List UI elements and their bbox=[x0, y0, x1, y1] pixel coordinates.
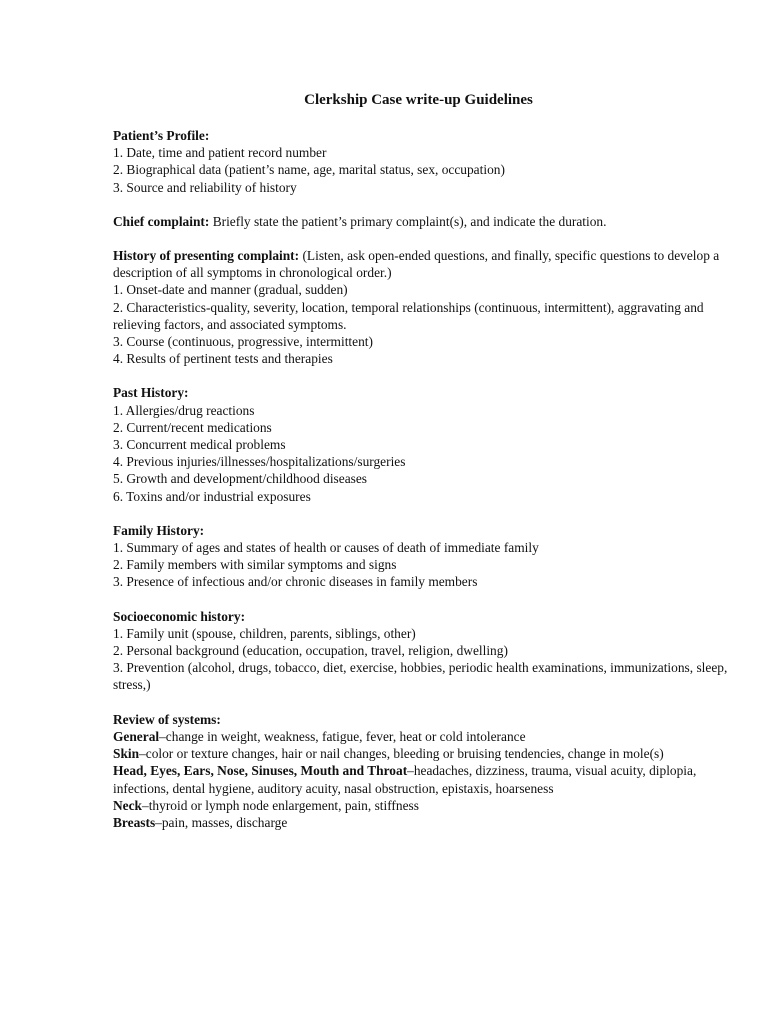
list-item: 2. Personal background (education, occupation, travel, religion, dwelling) bbox=[113, 643, 508, 659]
chief-complaint-paragraph bbox=[113, 213, 728, 230]
list-item: 4. Previous injuries/illnesses/hospitalizations/surgeries bbox=[113, 454, 406, 470]
paragraph-text: Briefly state the patient’s primary complaint(s), and indicate the duration. bbox=[209, 213, 607, 229]
list-item: 3. Presence of infectious and/or chronic diseases in family members bbox=[113, 574, 478, 590]
section-review-of-systems bbox=[113, 711, 728, 831]
ros-text: –thyroid or lymph node enlargement, pain, stiffness bbox=[142, 797, 419, 813]
list-item: 2. Biographical data (patient’s name, age, marital status, sex, occupation) bbox=[113, 162, 505, 178]
ros-term: General bbox=[113, 728, 160, 744]
list-item: 5. Growth and development/childhood diseases bbox=[113, 471, 367, 487]
ros-text: –pain, masses, discharge bbox=[155, 814, 288, 830]
list-item: 2. Family members with similar symptoms and signs bbox=[113, 557, 397, 573]
presenting-complaint-intro bbox=[113, 247, 728, 281]
list-item: 1. Date, time and patient record number bbox=[113, 145, 327, 161]
paragraph-text: (Listen, ask open-ended questions, and finally, specific questions to develop a description of all symptoms in chronological order.) bbox=[113, 248, 720, 281]
list-item: 3. Concurrent medical problems bbox=[113, 437, 286, 453]
list-item: 4. Results of pertinent tests and therapies bbox=[113, 351, 333, 367]
list-item: 6. Toxins and/or industrial exposures bbox=[113, 488, 311, 504]
ros-term: Neck bbox=[113, 797, 143, 813]
section-heading: Family History: bbox=[113, 522, 205, 538]
ros-entry-breasts bbox=[113, 814, 728, 831]
ros-term: Breasts bbox=[113, 814, 156, 830]
section-heading: Socioeconomic history: bbox=[113, 608, 246, 624]
ros-text: –color or texture changes, hair or nail changes, bleeding or bruising tendencies, change in mole(s) bbox=[139, 746, 664, 762]
list-item: 1. Family unit (spouse, children, parents, siblings, other) bbox=[113, 625, 416, 641]
ros-entry-general bbox=[113, 728, 728, 745]
ros-term: Head, Eyes, Ears, Nose, Sinuses, Mouth and Throat bbox=[113, 763, 408, 779]
section-patient-profile bbox=[113, 127, 728, 196]
list-item: 1. Summary of ages and states of health or causes of death of immediate family bbox=[113, 540, 539, 556]
ros-entry-neck bbox=[113, 797, 728, 814]
section-family-history bbox=[113, 522, 728, 591]
section-presenting-complaint bbox=[113, 247, 728, 367]
section-chief-complaint bbox=[113, 213, 728, 230]
section-socioeconomic-history bbox=[113, 608, 728, 694]
section-heading: Review of systems: bbox=[113, 711, 221, 727]
list-item: 1. Allergies/drug reactions bbox=[113, 402, 255, 418]
list-item: 3. Prevention (alcohol, drugs, tobacco, diet, exercise, hobbies, periodic health examinations, immunizations, sleep, stress,) bbox=[113, 660, 728, 693]
page-title: Clerkship Case write-up Guidelines bbox=[304, 92, 533, 108]
list-item: 2. Characteristics-quality, severity, location, temporal relationships (continuous, intermittent), aggravating and relieving factors, and associated symptoms. bbox=[113, 299, 704, 332]
section-past-history bbox=[113, 384, 728, 504]
list-item: 1. Onset-date and manner (gradual, sudden) bbox=[113, 282, 348, 298]
list-item: 3. Source and reliability of history bbox=[113, 179, 297, 195]
ros-text: –change in weight, weakness, fatigue, fever, heat or cold intolerance bbox=[159, 728, 526, 744]
ros-term: Skin bbox=[113, 746, 140, 762]
section-heading: Chief complaint: bbox=[113, 213, 210, 229]
list-item: 2. Current/recent medications bbox=[113, 419, 272, 435]
section-heading: Past History: bbox=[113, 385, 189, 401]
ros-entry-heent bbox=[113, 762, 728, 796]
section-heading: History of presenting complaint: bbox=[113, 248, 300, 264]
section-heading: Patient’s Profile: bbox=[113, 128, 210, 143]
list-item: 3. Course (continuous, progressive, intermittent) bbox=[113, 334, 373, 350]
ros-entry-skin bbox=[113, 745, 728, 762]
ros-text: –headaches, dizziness, trauma, visual acuity, diplopia, infections, dental hygiene, auditory acuity, nasal obstruction, epistaxis, hoarseness bbox=[113, 763, 697, 796]
